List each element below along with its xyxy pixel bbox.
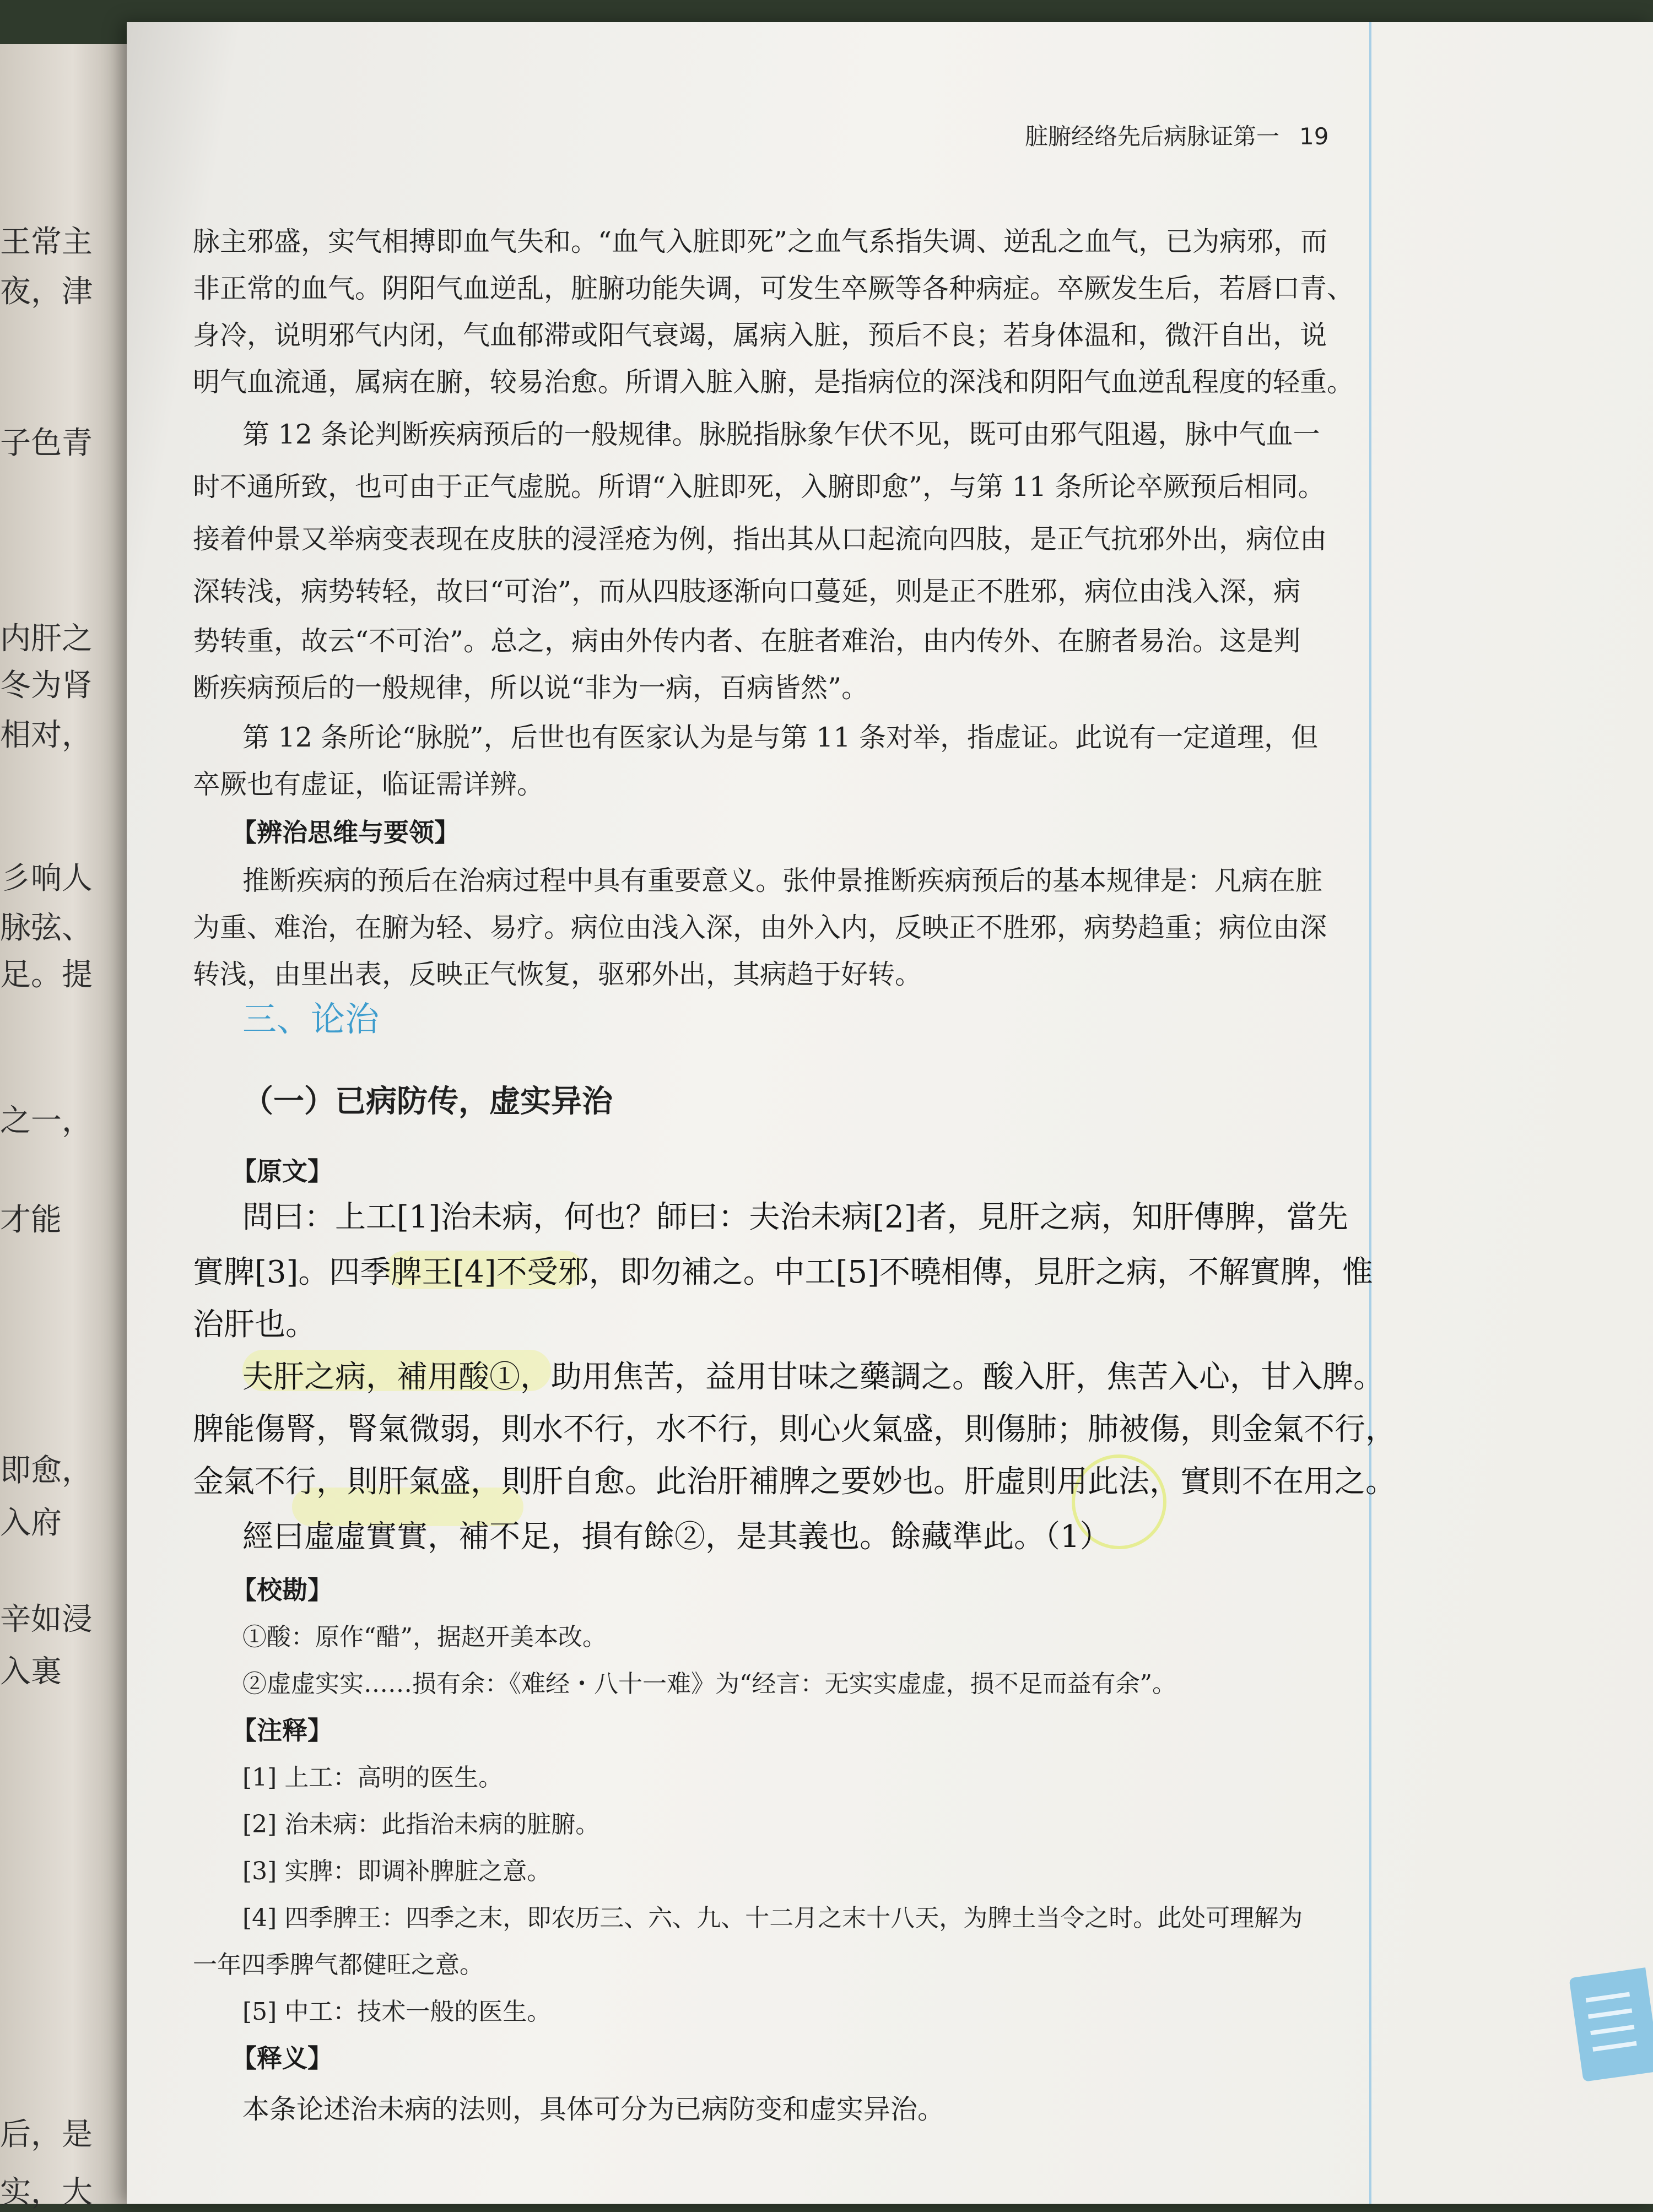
original-text-line: 脾能傷腎，腎氣微弱，則水不行，水不行，則心火氣盛，則傷肺；肺被傷，則金氣不行， — [193, 1411, 1396, 1447]
annotation-note: 一年四季脾气都健旺之意。 — [193, 1951, 484, 1979]
text-line: 时不通所致，也可由于正气虚脱。所谓“入脏即死，入腑即愈”，与第 11 条所论卒厥预后相同。 — [193, 471, 1325, 502]
section-heading: 三、论治 — [242, 999, 380, 1039]
text-line: 第 12 条所论“脉脱”，后世也有医家认为是与第 11 条对举，指虚证。此说有一定道理，但 — [242, 722, 1319, 753]
left-page-text: 辛如浸 — [0, 1602, 93, 1637]
text-line: 身冷，说明邪气内闭，气血郁滞或阳气衰竭，属病入脏，预后不良；若身体温和，微汗自出，说 — [193, 320, 1327, 351]
text-line: 卒厥也有虚证，临证需详辨。 — [193, 769, 544, 800]
original-text-line: 夫肝之病，補用酸①，助用焦苦，益用甘味之藥調之。酸入肝，焦苦入心，甘入脾。 — [242, 1359, 1384, 1395]
section-label-yuanwen: 【原文】 — [231, 1156, 333, 1186]
sub-heading: （一）已病防传，虚实异治 — [242, 1084, 613, 1119]
text-line: 本条论述治未病的法则，具体可分为已病防变和虚实异治。 — [242, 2094, 945, 2125]
notebook-icon — [1569, 1967, 1653, 2082]
left-page-text: 足。提 — [0, 957, 93, 993]
annotation-note: [4] 四季脾王：四季之末，即农历三、六、九、十二月之末十八天，为脾土当令之时。此处可理解为 — [242, 1904, 1303, 1932]
text-line: 第 12 条论判断疾病预后的一般规律。脉脱指脉象乍伏不见，既可由邪气阻遏，脉中气血一 — [242, 419, 1320, 450]
left-page-text: 才能 — [0, 1202, 62, 1238]
left-page-text: 内肝之 — [0, 621, 93, 657]
original-text-line: 金氣不行，則肝氣盛，則肝自愈。此治肝補脾之要妙也。肝虛則用此法，實則不在用之。 — [193, 1464, 1396, 1500]
annotation-note: [3] 实脾：即调补脾脏之意。 — [242, 1857, 552, 1885]
left-page-text: 脉弦、 — [0, 910, 93, 946]
text-line: 转浅，由里出表，反映正气恢复，驱邪外出，其病趋于好转。 — [193, 959, 922, 990]
left-page-text: 即愈， — [0, 1453, 93, 1489]
text-line: 接着仲景又举病变表现在皮肤的浸淫疮为例，指出其从口起流向四肢，是正气抗邪外出，病位由 — [193, 523, 1327, 555]
text-line: 断疾病预后的一般规律，所以说“非为一病，百病皆然”。 — [193, 672, 869, 704]
collation-note: ②虚虚实实……损有余：《难经・八十一难》为“经言：无实实虚虚，损不足而益有余”。 — [242, 1670, 1176, 1698]
text-line: 深转浅，病势转轻，故曰“可治”，而从四肢逐渐向口蔓延，则是正不胜邪，病位由浅入深，病 — [193, 576, 1301, 607]
section-label-shiyi: 【释义】 — [231, 2043, 333, 2073]
left-page-text: 相对， — [0, 717, 93, 753]
text-line: 为重、难治，在腑为轻、易疗。病位由浅入深，由外入内，反映正不胜邪，病势趋重；病位由深 — [193, 912, 1327, 943]
original-text-line: 治肝也。 — [193, 1307, 316, 1343]
text-line: 非正常的血气。阴阳气血逆乱，脏腑功能失调，可发生卒厥等各种病症。卒厥发生后，若唇口青、 — [193, 273, 1354, 304]
left-page-text: 子色青 — [0, 425, 93, 461]
annotation-note: [1] 上工：高明的医生。 — [242, 1764, 503, 1792]
section-label-zhushi: 【注释】 — [231, 1716, 333, 1745]
original-text-line: 經曰虛虛實實，補不足，損有餘②，是其義也。餘藏準此。（1） — [242, 1519, 1111, 1555]
left-page — [0, 44, 132, 2210]
left-page-text: 后，是 — [0, 2117, 93, 2152]
page-number: 19 — [1299, 123, 1329, 150]
left-page-text: 入裏 — [0, 1654, 62, 1690]
running-head — [1025, 118, 1328, 152]
annotation-note: [5] 中工：技术一般的医生。 — [242, 1998, 552, 2026]
text-line: 势转重，故云“不可治”。总之，病由外传内者、在脏者难治，由内传外、在腑者易治。这是判 — [193, 625, 1301, 657]
left-page-text: 彡响人 — [0, 861, 93, 896]
collation-note: ①酸：原作“醋”，据赵开美本改。 — [242, 1623, 607, 1651]
margin-rule — [1369, 22, 1371, 2204]
section-label-jiaokan: 【校勘】 — [231, 1575, 333, 1605]
original-text-line: 實脾[3]。四季脾王[4]不受邪，即勿補之。中工[5]不曉相傳，見肝之病，不解實脾，惟 — [193, 1254, 1373, 1290]
left-page-text: 夜，津 — [0, 274, 93, 310]
annotation-note: [2] 治未病：此指治未病的脏腑。 — [242, 1810, 600, 1838]
left-page-text: 入府 — [0, 1505, 62, 1541]
left-page-text: 实，大 — [0, 2175, 93, 2210]
left-page-text: 王常主 — [0, 224, 93, 260]
left-page-text: 冬为肾 — [0, 668, 93, 704]
text-line: 推断疾病的预后在治病过程中具有重要意义。张仲景推断疾病预后的基本规律是：凡病在脏 — [242, 865, 1323, 896]
original-text-line: 問曰：上工[1]治未病，何也？師曰：夫治未病[2]者，見肝之病，知肝傳脾，當先 — [242, 1199, 1348, 1235]
text-line: 明气血流通，属病在腑，较易治愈。所谓入脏入腑，是指病位的深浅和阴阳气血逆乱程度的轻重。 — [193, 366, 1354, 398]
chapter-title: 脏腑经络先后病脉证第一 — [1025, 123, 1280, 150]
section-label-bianzhi: 【辨治思维与要领】 — [231, 818, 460, 847]
left-page-text: 之一， — [0, 1103, 93, 1139]
text-line: 脉主邪盛，实气相搏即血气失和。“血气入脏即死”之血气系指失调、逆乱之血气，已为病邪，而 — [193, 226, 1328, 257]
